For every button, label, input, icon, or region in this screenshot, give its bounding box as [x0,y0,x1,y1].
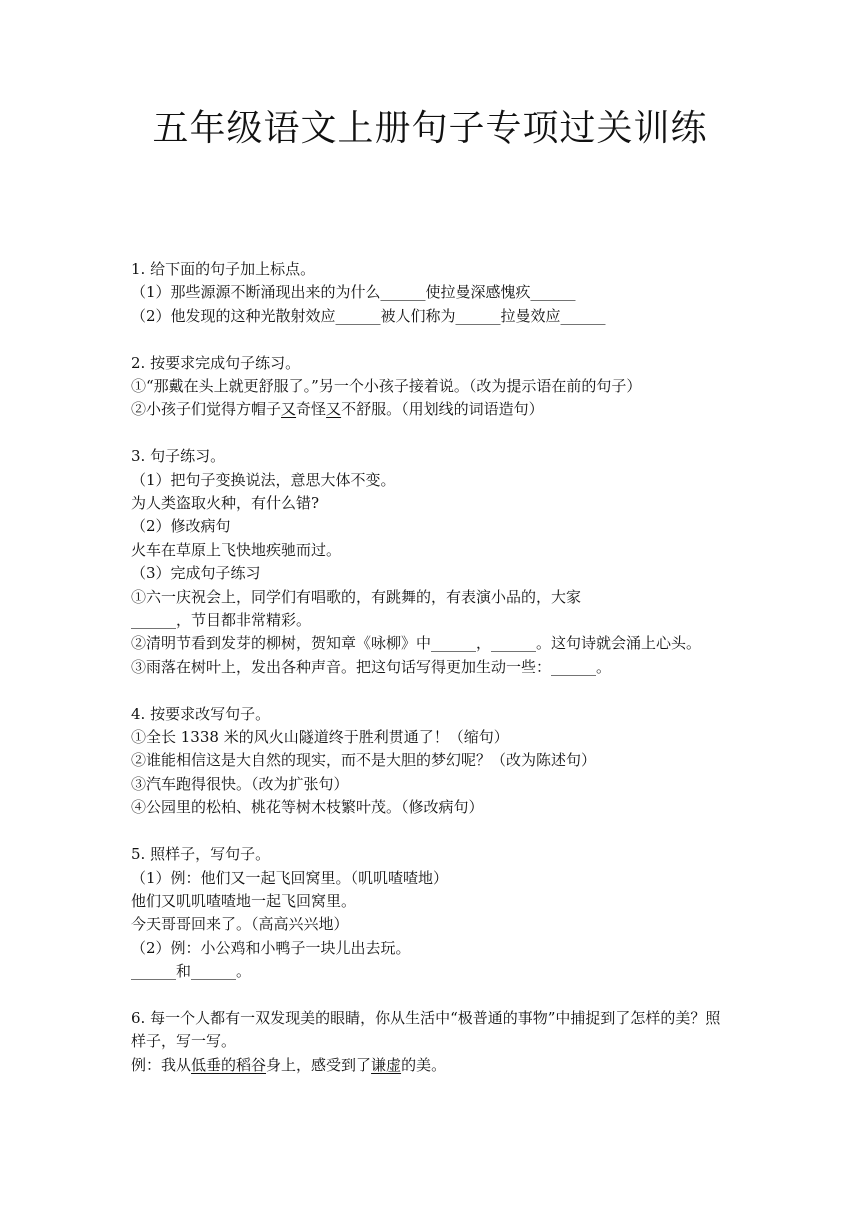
spacer [131,984,735,1007]
exercise-content [131,258,735,1077]
spacer [131,679,735,702]
question-2-item-2 [131,398,735,421]
question-1-heading: 1. 给下面的句子加上标点。 [131,260,316,278]
question-6-example [131,1054,735,1077]
question-3 [131,445,735,679]
question-4-heading: 4. 按要求改写句子。 [131,704,271,723]
underlined-word-1: 又 [281,400,297,419]
question-5-heading: 5. 照样子，写句子。 [131,845,271,864]
question-3-sub-3-b: ②清明节看到发芽的柳树，贺知章《咏柳》中______，______。这句诗就会涌上心头。 [131,634,702,653]
underlined-phrase-1: 低垂的稻谷 [191,1055,267,1074]
question-2 [131,352,735,422]
question-3-sub-2-text: 火车在草原上飞快地疾驰而过。 [131,540,342,559]
question-5-sub-2-task: ______和______。 [131,962,252,981]
question-3-sub-1-text: 为人类盗取火种，有什么错? [131,494,320,513]
question-4-item-4: ④公园里的松柏、桃花等树木枝繁叶茂。（修改病句） [131,798,484,817]
question-4-item-3: ③汽车跑得很快。（改为扩张句） [131,774,349,793]
question-3-sub-3-a-line-1: ①六一庆祝会上，同学们有唱歌的，有跳舞的，有表演小品的，大家 [131,587,582,606]
spacer [131,328,735,351]
question-3-sub-2-label: （2）修改病句 [131,517,231,536]
question-3-sub-1-label: （1）把句子变换说法，意思大体不变。 [131,470,396,489]
question-5-sub-1-answer: 他们又叽叽喳喳地一起飞回窝里。 [131,891,357,910]
question-6-example-mid: 身上，感受到了 [266,1055,372,1074]
question-5 [131,843,735,983]
document-title: 五年级语文上册句子专项过关训练 [152,108,708,149]
question-3-sub-3-a-line-2: ______，节目都非常精彩。 [131,611,312,630]
question-2-item-2-post: 不舒服。（用划线的词语造句） [341,400,544,419]
underlined-word-2: 又 [326,400,342,419]
underlined-phrase-2: 谦虚 [371,1055,402,1074]
question-1-item-1: （1）那些源源不断涌现出来的为什么______使拉曼深感愧疚______ [131,283,576,302]
question-6-example-pre: 例：我从 [131,1055,192,1074]
question-4-item-2: ②谁能相信这是大自然的现实，而不是大胆的梦幻呢？（改为陈述句） [131,751,597,770]
question-2-item-2-pre: ②小孩子们觉得方帽子 [131,400,282,419]
question-6-heading: 6. 每一个人都有一双发现美的眼睛，你从生活中“极普通的事物”中捕捉到了怎样的美？照样子，写一写。 [131,1008,721,1051]
question-3-sub-3-label: （3）完成句子练习 [131,564,261,583]
question-2-item-2-mid: 奇怪 [296,400,327,419]
question-2-item-1: ①“那戴在头上就更舒服了。”另一个小孩子接着说。（改为提示语在前的句子） [131,377,642,396]
question-1 [131,258,735,328]
question-6 [131,1007,735,1077]
question-1-item-2: （2）他发现的这种光散射效应______被人们称为______拉曼效应______ [131,306,606,325]
question-4-item-1: ①全长 1338 米的风火山隧道终于胜利贯通了！（缩句） [131,728,509,747]
spacer [131,422,735,445]
spacer [131,820,735,843]
question-2-heading: 2. 按要求完成句子练习。 [131,353,301,372]
question-3-heading: 3. 句子练习。 [131,447,226,466]
question-3-sub-3-c: ③雨落在树叶上，发出各种声音。把这句话写得更加生动一些：______。 [131,657,612,676]
question-5-sub-1-task: 今天哥哥回来了。（高高兴兴地） [131,915,349,934]
question-4 [131,703,735,820]
question-6-example-post: 的美。 [401,1055,447,1074]
question-5-sub-1-example: （1）例：他们又一起飞回窝里。（叽叽喳喳地） [131,868,449,887]
question-5-sub-2-example: （2）例：小公鸡和小鸭子一块儿出去玩。 [131,938,411,957]
